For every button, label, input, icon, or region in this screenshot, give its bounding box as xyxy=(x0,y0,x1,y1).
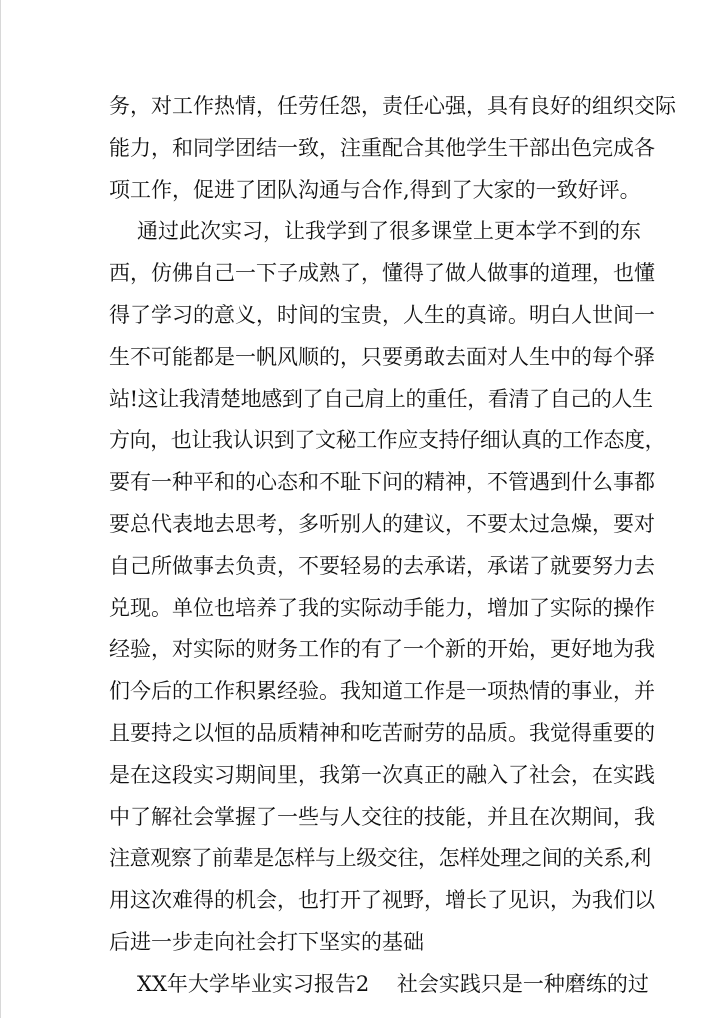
body-text xyxy=(109,86,676,1006)
text-line: 自己所做事去负责，不要轻易的去承诺，承诺了就要努力去 xyxy=(109,553,655,578)
text-line: 务，对工作热情，任劳任怨，责任心强，具有良好的组织交际 xyxy=(109,94,676,118)
text-line: 通过此次实习，让我学到了很多课堂上更本学不到的东 xyxy=(137,219,641,244)
text-line: 们今后的工作积累经验。我知道工作是一项热情的事业，并 xyxy=(109,679,655,704)
text-line: 要总代表地去思考，多听别人的建议，不要太过急燥，要对 xyxy=(109,511,655,536)
text-line: 生不可能都是一帆风顺的，只要勇敢去面对人生中的每个驿 xyxy=(109,344,655,369)
text-line: 能力，和同学团结一致，注重配合其他学生干部出色完成各 xyxy=(109,135,655,160)
text-line: 项工作，促进了团队沟通与合作,得到了大家的一致好评。 xyxy=(109,177,641,202)
text-line: 西，仿佛自己一下子成熟了，懂得了做人做事的道理，也懂 xyxy=(109,261,655,286)
text-line: 得了学习的意义，时间的宝贵，人生的真谛。明白人世间一 xyxy=(109,302,655,327)
section-heading-line: XX年大学毕业实习报告2 社会实践只是一种磨练的过 xyxy=(137,971,649,996)
text-line: 经验，对实际的财务工作的有了一个新的开始，更好地为我 xyxy=(109,637,655,662)
text-line: 用这次难得的机会，也打开了视野，增长了见识，为我们以 xyxy=(109,888,655,913)
text-line: 方向，也让我认识到了文秘工作应支持仔细认真的工作态度， xyxy=(109,428,666,453)
text-line: 中了解社会掌握了一些与人交往的技能，并且在次期间，我 xyxy=(109,804,655,829)
text-line: 注意观察了前辈是怎样与上级交往，怎样处理之间的关系,利 xyxy=(109,846,651,871)
text-line: 且要持之以恒的品质精神和吃苦耐劳的品质。我觉得重要的 xyxy=(109,720,655,745)
text-line: 是在这段实习期间里，我第一次真正的融入了社会，在实践 xyxy=(109,762,655,787)
text-line: 站!这让我清楚地感到了自己肩上的重任，看清了自己的人生 xyxy=(109,386,653,411)
text-line: 要有一种平和的心态和不耻下问的精神，不管遇到什么事都 xyxy=(109,470,655,495)
text-line: 兑现。单位也培养了我的实际动手能力，增加了实际的操作 xyxy=(109,595,655,620)
text-line: 后进一步走向社会打下坚实的基础 xyxy=(109,929,424,954)
